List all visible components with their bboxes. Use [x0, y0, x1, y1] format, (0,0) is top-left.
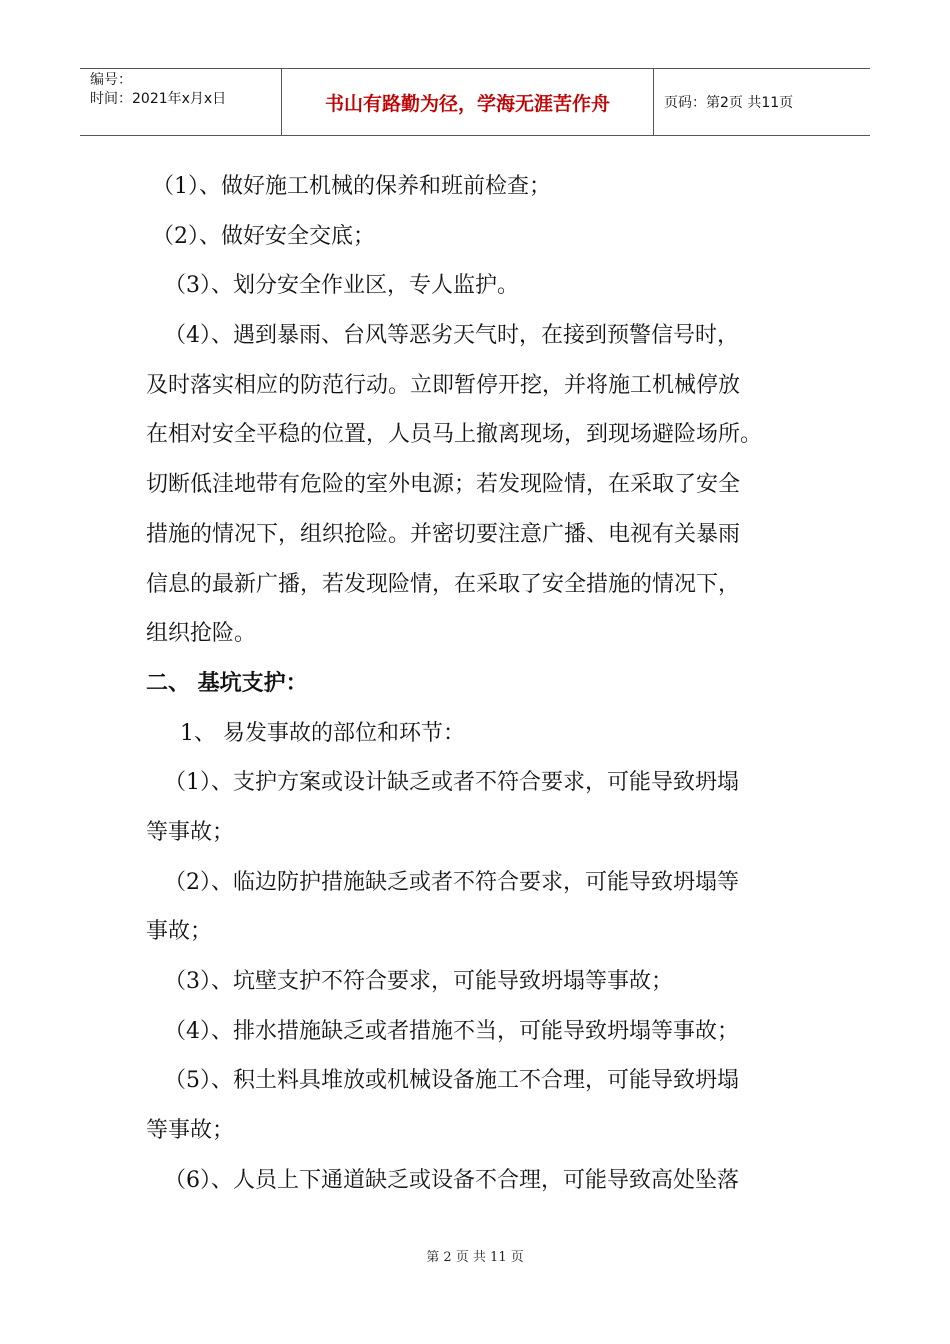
text-line: （5）、积土料具堆放或机械设备施工不合理，可能导致坍塌 [164, 1068, 739, 1094]
text-line: （6）、人员上下通道缺乏或设备不合理，可能导致高处坠落 [164, 1167, 739, 1193]
text-line: （1）、做好施工机械的保养和班前检查； [152, 174, 551, 199]
text-line: 措施的情况下，组织抢险。并密切要注意广播、电视有关暴雨 [146, 521, 741, 547]
page-header [80, 68, 870, 136]
text-line: （4）、遇到暴雨、台风等恶劣天气时，在接到预警信号时， [164, 323, 739, 349]
text-line: （2）、临边防护措施缺乏或者不符合要求，可能导致坍塌等 [164, 869, 739, 895]
text-line: 事故； [146, 919, 213, 945]
text-line: 等事故； [146, 819, 235, 845]
text-line: （3）、坑壁支护不符合要求，可能导致坍塌等事故； [164, 969, 673, 994]
text-line: 及时落实相应的防范行动。立即暂停开挖，并将施工机械停放 [146, 372, 741, 398]
document-time-label: 时间：2021年x月x日 [90, 91, 227, 107]
text-line: 等事故； [146, 1118, 235, 1144]
document-body [146, 162, 846, 1205]
header-page-info: 页码：第2页 共11页 [664, 95, 794, 111]
section-heading: 二、 基坑支护： [146, 669, 308, 696]
document-number-label: 编号： [90, 72, 132, 88]
header-motto: 书山有路勤为径，学海无涯苦作舟 [282, 69, 654, 135]
text-line: 1、 易发事故的部位和环节： [180, 720, 465, 746]
text-line: （4）、排水措施缺乏或者措施不当，可能导致坍塌等事故； [164, 1018, 739, 1044]
text-line: 在相对安全平稳的位置，人员马上撤离现场，到现场避险场所。 [146, 422, 763, 448]
text-line: （1）、支护方案或设计缺乏或者不符合要求，可能导致坍塌 [164, 770, 739, 796]
text-line: 信息的最新广播，若发现险情，在采取了安全措施的情况下， [146, 571, 741, 597]
text-line: （2）、做好安全交底； [152, 223, 375, 249]
text-line: 切断低洼地带有危险的室外电源；若发现险情，在采取了安全 [146, 472, 741, 498]
header-left-cell [80, 69, 282, 135]
text-line: （3）、划分安全作业区，专人监护。 [164, 273, 519, 299]
page-footer: 第 2 页 共 11 页 [426, 1250, 524, 1265]
text-line: 组织抢险。 [146, 621, 257, 647]
